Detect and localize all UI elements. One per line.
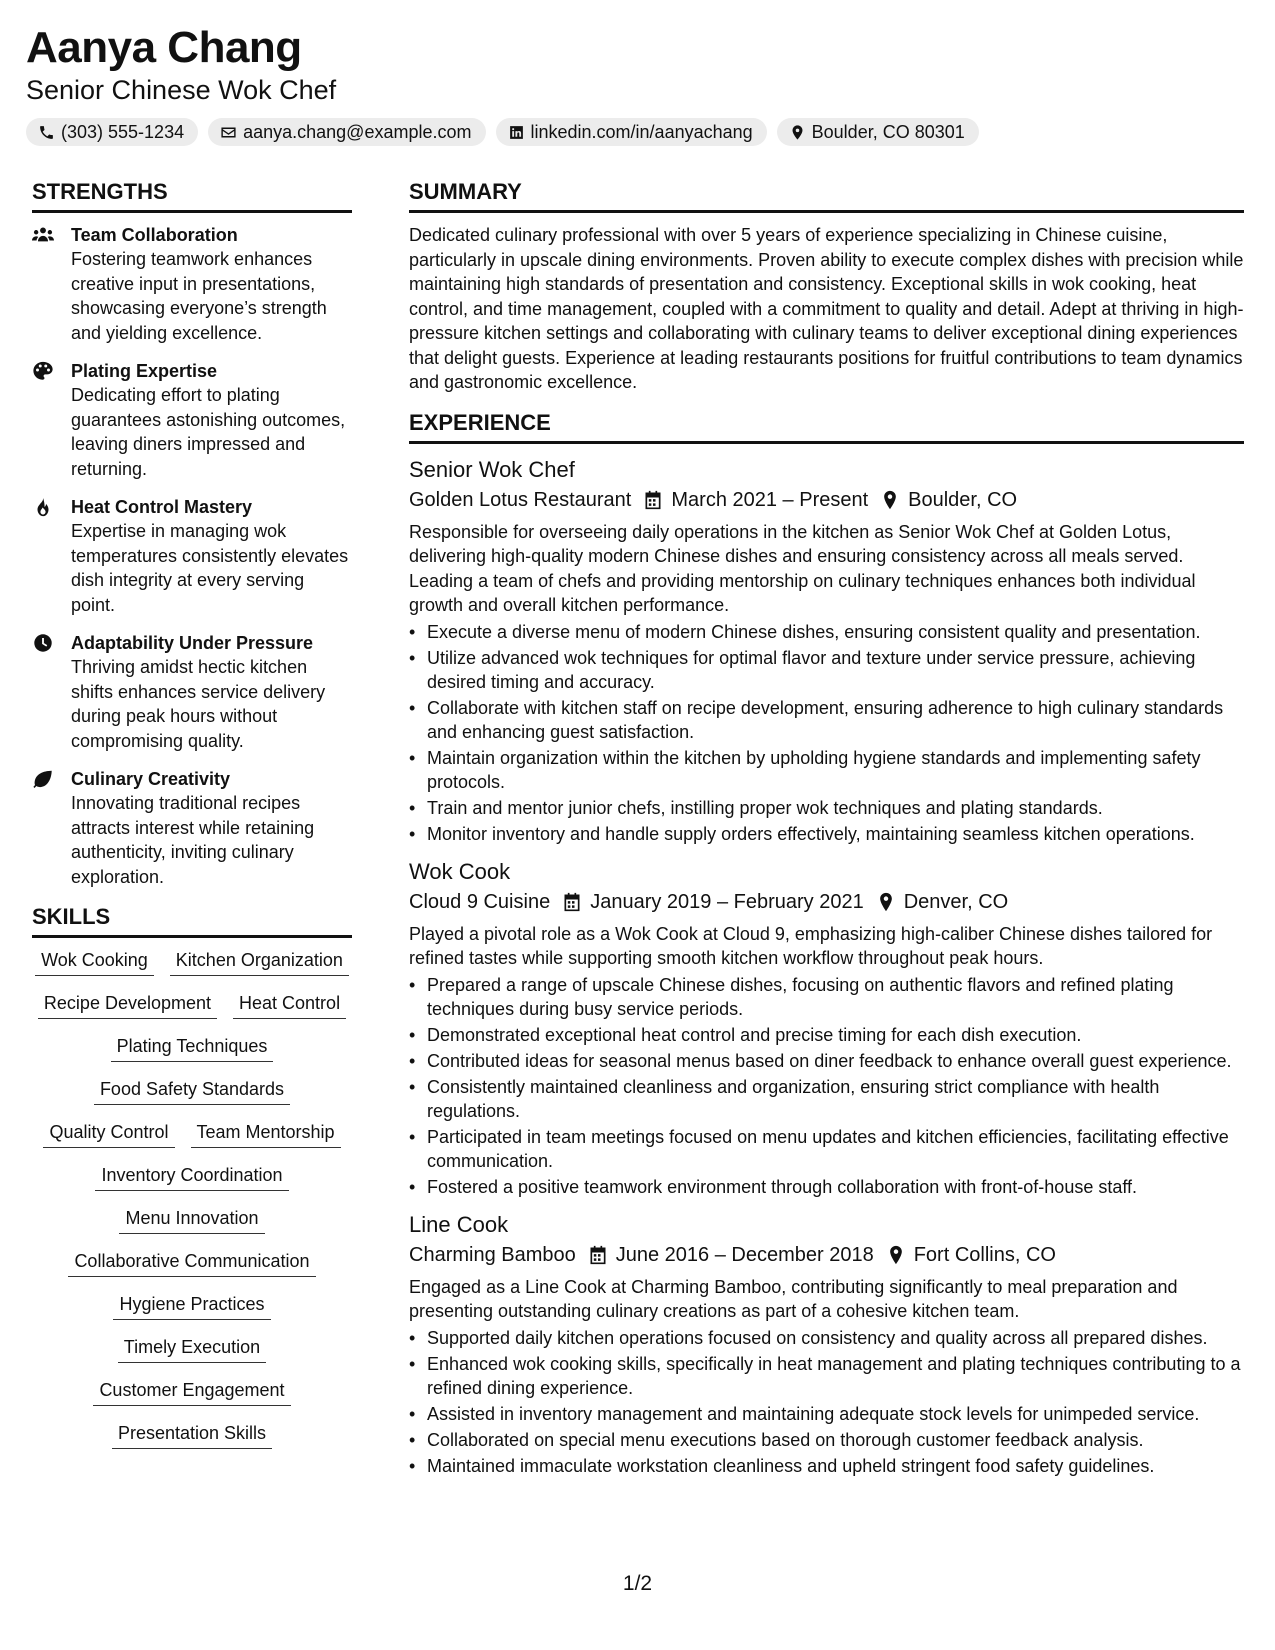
map-pin-icon xyxy=(886,1245,906,1265)
job-description: Engaged as a Line Cook at Charming Bamboo, contributing significantly to meal preparation and presenting outstanding culinary creations as part of a cohesive kitchen team. xyxy=(409,1276,1178,1321)
job-title: Wok Cook xyxy=(409,858,511,884)
leaf-icon xyxy=(32,769,54,789)
skill-tag: Hygiene Practices xyxy=(113,1292,270,1320)
strength-description: Expertise in managing wok temperatures consistently elevates dish integrity at every serving point. xyxy=(71,521,349,615)
page-number: 1/2 xyxy=(622,1572,653,1595)
job-bullet: • Train and mentor junior chefs, instilling proper wok techniques and plating standards. xyxy=(409,796,1244,820)
skill-tag: Kitchen Organization xyxy=(170,948,349,976)
job-bullet: • Monitor inventory and handle supply orders effectively, maintaining seamless kitchen operations. xyxy=(409,822,1244,846)
job-bullet: • Demonstrated exceptional heat control and precise timing for each dish execution. xyxy=(409,1023,1244,1047)
map-pin-icon xyxy=(880,490,900,510)
strengths-list xyxy=(32,223,352,889)
skill-tag: Inventory Coordination xyxy=(95,1163,288,1191)
job-bullet: • Maintained immaculate workstation cleanliness and upheld stringent food safety guidelines. xyxy=(409,1454,1244,1478)
strengths-section xyxy=(32,178,352,889)
skill-tag: Timely Execution xyxy=(118,1335,266,1363)
skills-section xyxy=(32,903,352,1464)
strength-description: Dedicating effort to plating guarantees astonishing outcomes, leaving diners impressed and returning. xyxy=(71,385,346,479)
strength-title: Plating Expertise xyxy=(71,361,218,381)
job-title: Line Cook xyxy=(409,1211,509,1237)
job-location: Fort Collins, CO xyxy=(913,1243,1056,1266)
fire-icon xyxy=(32,497,54,517)
skill-tag: Quality Control xyxy=(43,1120,174,1148)
job-meta xyxy=(409,888,1244,916)
resume-header xyxy=(26,22,1246,146)
map-pin-icon xyxy=(789,124,806,141)
contact-phone-text: (303) 555-1234 xyxy=(61,121,185,142)
job-company: Golden Lotus Restaurant xyxy=(409,488,632,511)
strength-item xyxy=(32,223,352,345)
contact-email-text: aanya.chang@example.com xyxy=(243,121,472,142)
job-company: Cloud 9 Cuisine xyxy=(409,890,551,913)
job-bullets xyxy=(409,1326,1244,1478)
strength-item xyxy=(32,495,352,617)
job-meta xyxy=(409,1241,1244,1269)
job-bullets xyxy=(409,620,1244,846)
job-entry xyxy=(409,858,1244,1199)
strength-title: Heat Control Mastery xyxy=(71,497,253,517)
job-location: Denver, CO xyxy=(903,890,1009,913)
job-bullet: • Collaborated on special menu executions based on thorough customer feedback analysis. xyxy=(409,1428,1244,1452)
job-bullet: • Prepared a range of upscale Chinese dishes, focusing on authentic flavors and refined plating techniques during busy service periods. xyxy=(409,973,1244,1021)
job-bullet: • Utilize advanced wok techniques for optimal flavor and texture under service pressure, achieving desired timing and accuracy. xyxy=(409,646,1244,694)
candidate-name: Aanya Chang xyxy=(26,23,302,72)
skill-tag: Wok Cooking xyxy=(35,948,154,976)
skill-tag: Heat Control xyxy=(233,991,346,1019)
skill-tag: Food Safety Standards xyxy=(94,1077,290,1105)
job-dates: January 2019 – February 2021 xyxy=(590,890,864,913)
contact-bar xyxy=(26,118,1246,146)
clock-icon xyxy=(32,633,54,653)
job-bullet: • Fostered a positive teamwork environment through collaboration with front-of-house staff. xyxy=(409,1175,1244,1199)
strength-description: Innovating traditional recipes attracts interest while retaining authenticity, inviting culinary exploration. xyxy=(71,793,315,887)
contact-linkedin-text: linkedin.com/in/aanyachang xyxy=(530,121,753,142)
right-column xyxy=(409,178,1244,1480)
job-meta xyxy=(409,486,1244,514)
strength-title: Adaptability Under Pressure xyxy=(71,633,314,653)
job-bullet: • Assisted in inventory management and maintaining adequate stock levels for unimpeded service. xyxy=(409,1402,1244,1426)
job-bullet: • Contributed ideas for seasonal menus based on diner feedback to enhance overall guest experience. xyxy=(409,1049,1244,1073)
linkedin-icon xyxy=(508,124,525,141)
job-bullets xyxy=(409,973,1244,1199)
strengths-heading: STRENGTHS xyxy=(32,178,352,213)
candidate-title: Senior Chinese Wok Chef xyxy=(26,75,337,105)
strength-description: Thriving amidst hectic kitchen shifts enhances service delivery during peak hours without compromising quality. xyxy=(71,657,326,751)
phone-icon xyxy=(38,124,55,141)
summary-text: Dedicated culinary professional with over 5 years of experience specializing in Chinese cuisine, particularly in upscale dining environments. Proven ability to execute complex dishes with precision while maintaining high standards of presentation and consistency. Exceptional skills in wok cooking, heat control, and time management, coupled with a commitment to quality and detail. Adept at thriving in high-pressure kitchen settings and collaborating with culinary teams to deliver exceptional dining experiences that delight guests. Experience at leading restaurants positions for fruitful contributions to team dynamics and gastronomic excellence. xyxy=(409,225,1244,392)
job-bullet: • Maintain organization within the kitchen by upholding hygiene standards and implementing safety protocols. xyxy=(409,746,1244,794)
summary-heading: SUMMARY xyxy=(409,178,1244,213)
job-bullet: • Consistently maintained cleanliness and organization, ensuring strict compliance with health regulations. xyxy=(409,1075,1244,1123)
job-bullet: • Enhanced wok cooking skills, specifically in heat management and plating techniques contributing to a refined dining experience. xyxy=(409,1352,1244,1400)
contact-linkedin[interactable] xyxy=(496,118,767,146)
users-icon xyxy=(32,225,54,245)
skills-heading: SKILLS xyxy=(32,903,352,938)
job-dates: June 2016 – December 2018 xyxy=(615,1243,874,1266)
strength-item xyxy=(32,631,352,753)
job-location: Boulder, CO xyxy=(908,488,1018,511)
experience-heading: EXPERIENCE xyxy=(409,409,1244,444)
calendar-icon xyxy=(562,892,582,912)
job-entry xyxy=(409,1211,1244,1478)
job-bullet: • Participated in team meetings focused on menu updates and kitchen efficiencies, facilitating effective communication. xyxy=(409,1125,1244,1173)
contact-phone[interactable] xyxy=(26,118,198,146)
strength-item xyxy=(32,359,352,481)
job-bullet: • Supported daily kitchen operations focused on consistency and quality across all prepared dishes. xyxy=(409,1326,1244,1350)
contact-location-text: Boulder, CO 80301 xyxy=(811,121,965,142)
skills-list xyxy=(32,948,352,1464)
summary-section xyxy=(409,178,1244,395)
skill-tag: Presentation Skills xyxy=(112,1421,272,1449)
job-bullet: • Collaborate with kitchen staff on recipe development, ensuring adherence to high culinary standards and enhancing guest satisfaction. xyxy=(409,696,1244,744)
skill-tag: Recipe Development xyxy=(38,991,217,1019)
palette-icon xyxy=(32,361,54,381)
calendar-icon xyxy=(588,1245,608,1265)
skill-tag: Plating Techniques xyxy=(111,1034,274,1062)
contact-location[interactable] xyxy=(777,118,979,146)
left-column xyxy=(32,178,352,1464)
strength-title: Team Collaboration xyxy=(71,225,238,245)
job-dates: March 2021 – Present xyxy=(671,488,869,511)
strength-item xyxy=(32,767,352,889)
job-title: Senior Wok Chef xyxy=(409,456,575,482)
experience-section xyxy=(409,409,1244,1478)
envelope-icon xyxy=(220,124,237,141)
skill-tag: Menu Innovation xyxy=(119,1206,264,1234)
job-company: Charming Bamboo xyxy=(409,1243,576,1266)
job-description: Played a pivotal role as a Wok Cook at Cloud 9, emphasizing high-caliber Chinese dishes tailored for refined tastes while supporting smooth kitchen workflow throughout peak hours. xyxy=(409,923,1213,968)
strength-title: Culinary Creativity xyxy=(71,769,231,789)
skill-tag: Team Mentorship xyxy=(191,1120,341,1148)
job-bullet: • Execute a diverse menu of modern Chinese dishes, ensuring consistent quality and presentation. xyxy=(409,620,1244,644)
strength-description: Fostering teamwork enhances creative input in presentations, showcasing everyone’s strength and yielding excellence. xyxy=(71,249,327,343)
job-description: Responsible for overseeing daily operations in the kitchen as Senior Wok Chef at Golden Lotus, delivering high-quality modern Chinese dishes and ensuring consistency across all meals served. Leading a team of chefs and providing mentorship on culinary techniques enhances both individual growth and overall kitchen performance. xyxy=(409,521,1196,615)
contact-email[interactable] xyxy=(208,118,485,146)
skill-tag: Collaborative Communication xyxy=(68,1249,315,1277)
calendar-icon xyxy=(643,490,663,510)
skill-tag: Customer Engagement xyxy=(93,1378,290,1406)
map-pin-icon xyxy=(876,892,896,912)
job-entry xyxy=(409,456,1244,846)
